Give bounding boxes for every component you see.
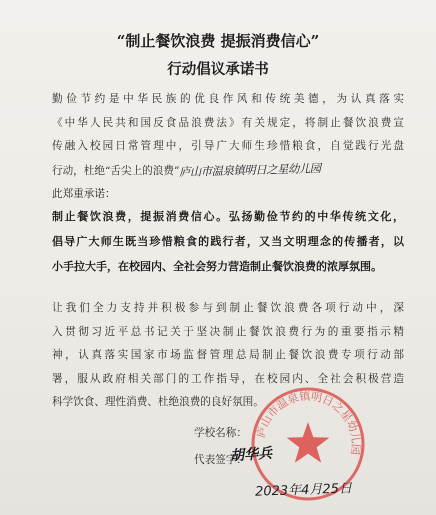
paragraph-line: 署，服从政府相关部门的工作指导，在校园内、全社会积极营造 [52, 372, 404, 385]
paragraph-pledge [52, 204, 404, 279]
paragraph-line: 制止餐饮浪费，提振消费信心。弘扬勤俭节约的中华传统文化， [52, 210, 404, 223]
paragraph-line: 传融入校园日常管理中，引导广大师生珍惜粮食，自觉践行光盘 [52, 140, 404, 153]
paragraph-intro [52, 88, 404, 207]
paragraph-line: 神，认真落实国家市场监督管理总局制止餐饮浪费专项行动部 [52, 349, 404, 362]
seal-text: 庐山市温泉镇明日之星幼儿园 [254, 389, 363, 456]
paragraph-line: 《中华人民共和国反食品浪费法》有关规定，将制止餐饮浪费宣 [52, 116, 404, 129]
seal-star-icon [287, 422, 330, 463]
doc-title-line2: 行动倡议承诺书 [167, 61, 269, 78]
paragraph-line: 科学饮食、理性消费、杜绝浪费的良好氛围。 [52, 396, 264, 409]
paragraph-line [52, 159, 404, 184]
representative-label: 代表签字： [194, 454, 247, 466]
school-name-label: 学校名称： [194, 427, 247, 439]
handwritten-school-name: 庐山市温泉镇明日之星幼儿园 [179, 160, 322, 179]
paragraph-text: 行动，杜绝“舌尖上的浪费” [52, 164, 180, 177]
paragraph-line: 入贯彻习近平总书记关于坚决制止餐饮浪费行为的重要指示精 [52, 325, 404, 338]
doc-title-line1: “制止餐饮浪费 提振消费信心” [116, 32, 320, 50]
paragraph-line: 此郑重承诺： [52, 188, 116, 201]
representative-signature: 胡华兵 [229, 445, 273, 465]
paragraph-line: 倡导广大师生既当珍惜粮食的践行者，又当文明理念的传播者，以 [52, 235, 404, 248]
paragraph-line: 小手拉大手，在校园内、全社会努力营造制止餐饮浪费的浓厚氛围。 [52, 260, 382, 273]
paragraph-line: 勤俭节约是中华民族的优良作风和传统美德，为认真落实 [52, 93, 404, 105]
paragraph-line: 让我们全力支持并积极参与到制止餐饮浪费各项行动中，深 [52, 302, 404, 314]
signing-date: 2023年4月25日 [254, 481, 353, 500]
